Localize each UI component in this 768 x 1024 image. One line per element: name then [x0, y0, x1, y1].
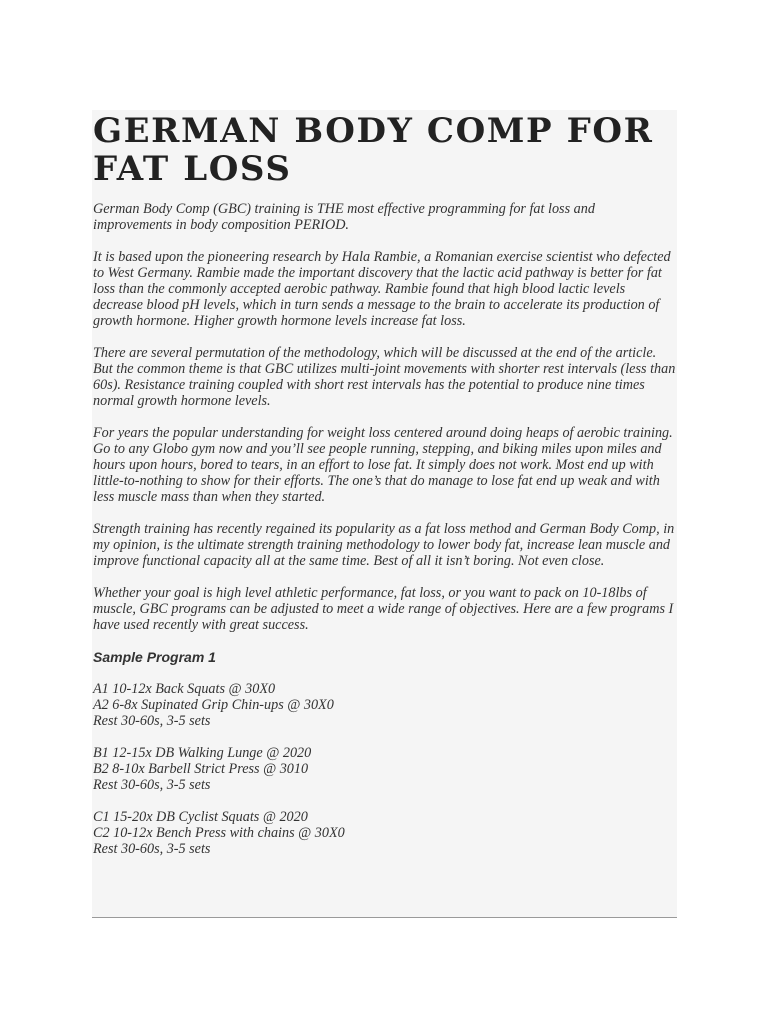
program-block-b: [93, 745, 677, 793]
article-title: GERMAN BODY COMP FOR FAT LOSS: [93, 111, 654, 189]
program-line: A2 6-8x Supinated Grip Chin-ups @ 30X0: [93, 697, 334, 713]
program-line: C2 10-12x Bench Press with chains @ 30X0: [93, 825, 345, 841]
program-block-c: [93, 809, 677, 857]
program-rest-line: Rest 30-60s, 3-5 sets: [93, 713, 211, 729]
bottom-divider: [92, 917, 677, 918]
paragraph-goals: Whether your goal is high level athletic performance, fat loss, or you want to pack on 10-18lbs of muscle, GBC programs can be adjusted to meet a wide range of objectives. Here are a few programs I have used recently with great success.: [93, 585, 674, 633]
program-rest-line: Rest 30-60s, 3-5 sets: [93, 841, 211, 857]
program-block-a: [93, 681, 677, 729]
program-line: B2 8-10x Barbell Strict Press @ 3010: [93, 761, 309, 777]
program-rest-line: Rest 30-60s, 3-5 sets: [93, 777, 211, 793]
sample-program-heading: Sample Program 1: [93, 649, 216, 665]
paragraph-research: It is based upon the pioneering research by Hala Rambie, a Romanian exercise scientist who defected to West Germany. Rambie made the important discovery that the lactic acid pathway is better for fat loss than the commonly accepted aerobic pathway. Rambie found that high blood lactic levels decrease blood pH levels, which in turn sends a message to the brain to accelerate its production of growth hormone. Higher growth hormone levels increase fat loss.: [93, 249, 671, 329]
paragraph-intro: German Body Comp (GBC) training is THE most effective programming for fat loss and improvements in body composition PERIOD.: [93, 201, 595, 233]
paragraph-methodology: There are several permutation of the methodology, which will be discussed at the end of the article. But the common theme is that GBC utilizes multi-joint movements with shorter rest intervals (less than 60s). Resistance training coupled with short rest intervals has the potential to produce nine times normal growth hormone levels.: [93, 345, 676, 409]
paragraph-aerobic: For years the popular understanding for weight loss centered around doing heaps of aerobic training. Go to any Globo gym now and you’ll see people running, stepping, and biking miles upon miles and hours upon hours, bored to tears, in an effort to lose fat. It simply does not work. Most end up with little-to-nothing to show for their efforts. The one’s that do manage to lose fat end up weak and with less muscle mass than when they started.: [93, 425, 673, 505]
program-line: C1 15-20x DB Cyclist Squats @ 2020: [93, 809, 308, 825]
article-panel: [92, 110, 677, 918]
article-body: [93, 201, 677, 857]
program-line: A1 10-12x Back Squats @ 30X0: [93, 681, 276, 697]
paragraph-strength: Strength training has recently regained its popularity as a fat loss method and German Body Comp, in my opinion, is the ultimate strength training methodology to lower body fat, increase lean muscle and improve functional capacity all at the same time. Best of all it isn’t boring. Not even close.: [93, 521, 675, 569]
program-line: B1 12-15x DB Walking Lunge @ 2020: [93, 745, 312, 761]
